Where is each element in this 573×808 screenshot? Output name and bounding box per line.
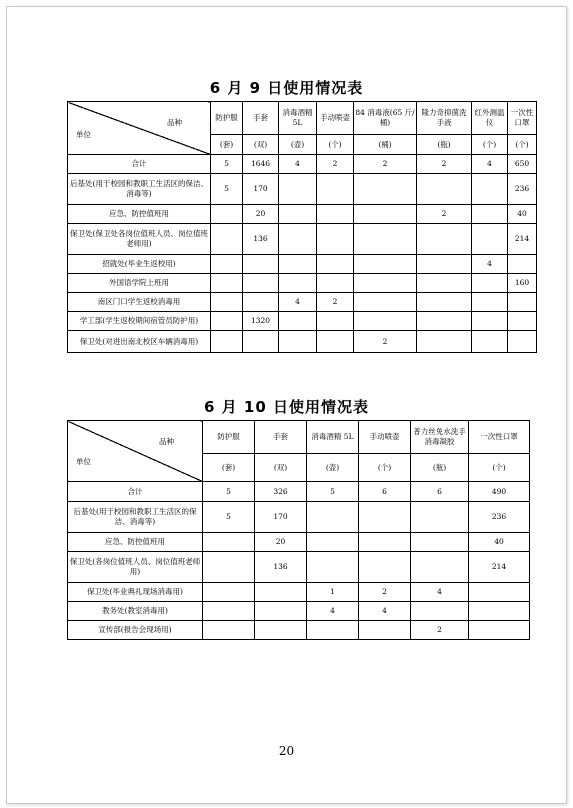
table-cell: [411, 552, 469, 583]
table-cell: [359, 552, 411, 583]
column-unit: (双): [243, 135, 279, 155]
column-name: 消毒酒精 5L: [279, 102, 317, 135]
column-name: 手动喷壶: [359, 421, 411, 454]
table-cell: 20: [243, 205, 279, 224]
row-label: 保卫处(对进出南北校区车辆消毒用): [68, 331, 211, 353]
row-label: 招就处(毕业生返校用): [68, 255, 211, 274]
table-cell: 326: [255, 482, 307, 502]
table-cell: [307, 533, 359, 552]
table-cell: [255, 602, 307, 621]
row-label: 学工部(学生返校期间宿管员防护用): [68, 312, 211, 331]
table-cell: [317, 174, 354, 205]
table-cell: [203, 583, 255, 602]
table-cell: 2: [359, 583, 411, 602]
usage-table-june-10: [67, 420, 530, 640]
table-row: [68, 583, 530, 602]
table-cell: [279, 205, 317, 224]
table-cell: [354, 174, 417, 205]
table-row: [68, 331, 537, 353]
column-unit: (个): [472, 135, 508, 155]
row-label: 应急、防控值班用: [68, 533, 203, 552]
table-cell: [317, 274, 354, 293]
table-2-title: 6 月 10 日使用情况表: [204, 398, 369, 416]
table-cell: [307, 621, 359, 640]
column-name: 手动喷壶: [317, 102, 354, 135]
table-cell: [359, 533, 411, 552]
table-cell: [472, 205, 508, 224]
column-unit: (双): [255, 454, 307, 482]
column-name: 消毒酒精 5L: [307, 421, 359, 454]
column-name: 普力丝免水洗手消毒凝胶: [411, 421, 469, 454]
usage-table-june-9: [67, 101, 537, 353]
table-cell: [417, 293, 472, 312]
column-name: 手套: [243, 102, 279, 135]
table-cell: 1320: [243, 312, 279, 331]
table-cell: [203, 602, 255, 621]
row-label: 保卫处(各岗位值班人员、岗位值班老师用): [68, 552, 203, 583]
table-cell: [203, 621, 255, 640]
table-cell: 6: [359, 482, 411, 502]
table-cell: 236: [508, 174, 537, 205]
table-cell: 20: [255, 533, 307, 552]
column-unit: (个): [317, 135, 354, 155]
table-cell: [279, 174, 317, 205]
table-cell: [211, 255, 243, 274]
table-cell: 40: [469, 533, 530, 552]
table-cell: 214: [508, 224, 537, 255]
table-row: [68, 502, 530, 533]
table-cell: 5: [203, 502, 255, 533]
table-cell: 4: [279, 155, 317, 174]
page-number: 20: [278, 744, 295, 758]
table-cell: [417, 274, 472, 293]
table-cell: [469, 621, 530, 640]
table-cell: [354, 293, 417, 312]
table-cell: [411, 602, 469, 621]
table-cell: [472, 312, 508, 331]
table-cell: [211, 331, 243, 353]
table-cell: [417, 331, 472, 353]
table-cell: [255, 621, 307, 640]
table-cell: [411, 502, 469, 533]
table-cell: [317, 312, 354, 331]
column-name: 84 消毒液(65 斤/桶): [354, 102, 417, 135]
table-cell: 136: [255, 552, 307, 583]
table-cell: [411, 533, 469, 552]
table-cell: [359, 502, 411, 533]
table-cell: 4: [411, 583, 469, 602]
column-unit: (套): [211, 135, 243, 155]
row-label: 合计: [68, 482, 203, 502]
table-row: [68, 293, 537, 312]
table-cell: 1646: [243, 155, 279, 174]
row-label: 保卫处(毕业典礼现场消毒用): [68, 583, 203, 602]
table-cell: 4: [279, 293, 317, 312]
table-cell: [243, 331, 279, 353]
table-cell: [508, 293, 537, 312]
table-cell: [211, 205, 243, 224]
table-cell: [255, 583, 307, 602]
table-cell: [317, 331, 354, 353]
table-row: [68, 205, 537, 224]
table-cell: [508, 312, 537, 331]
column-name: 手套: [255, 421, 307, 454]
row-label: 南区门口学生返校消毒用: [68, 293, 211, 312]
table-cell: [472, 224, 508, 255]
column-unit: (个): [469, 454, 530, 482]
table-cell: 2: [417, 205, 472, 224]
table-cell: [317, 224, 354, 255]
table-cell: 4: [472, 155, 508, 174]
row-label: 保卫处(保卫处各岗位值班人员、岗位值班老师用): [68, 224, 211, 255]
table-row: [68, 621, 530, 640]
table-cell: [211, 224, 243, 255]
table-cell: [417, 255, 472, 274]
table-cell: [243, 274, 279, 293]
table-cell: [469, 583, 530, 602]
col-header-label: 品种: [167, 118, 182, 127]
table-cell: [203, 552, 255, 583]
table-cell: [279, 224, 317, 255]
table-cell: [203, 533, 255, 552]
column-unit: (瓶): [411, 454, 469, 482]
table-row: [68, 312, 537, 331]
column-unit: (瓶): [417, 135, 472, 155]
table-cell: [317, 205, 354, 224]
table-cell: [307, 552, 359, 583]
header-corner: [68, 421, 203, 482]
table-cell: 136: [243, 224, 279, 255]
table-row: [68, 274, 537, 293]
table-cell: 170: [243, 174, 279, 205]
table-cell: [243, 293, 279, 312]
table-cell: [279, 255, 317, 274]
table-row: [68, 174, 537, 205]
table-cell: 2: [317, 155, 354, 174]
table-row: [68, 602, 530, 621]
table-cell: 170: [255, 502, 307, 533]
table-cell: [279, 331, 317, 353]
table-cell: 2: [417, 155, 472, 174]
row-label: 宣传部(报告会现场用): [68, 621, 203, 640]
table-cell: 2: [317, 293, 354, 312]
table-cell: [469, 602, 530, 621]
table-cell: [354, 255, 417, 274]
table-row: [68, 224, 537, 255]
table-cell: [243, 255, 279, 274]
column-unit: (壶): [307, 454, 359, 482]
row-header-label: 单位: [76, 130, 91, 139]
row-label: 应急、防控值班用: [68, 205, 211, 224]
column-name: 防护服: [203, 421, 255, 454]
table-row: [68, 255, 537, 274]
table-cell: [307, 502, 359, 533]
table-cell: 236: [469, 502, 530, 533]
table-cell: 2: [354, 155, 417, 174]
table-cell: 1: [307, 583, 359, 602]
column-name: 红外测温仪: [472, 102, 508, 135]
table-cell: [354, 312, 417, 331]
table-row: [68, 155, 537, 174]
table-cell: 4: [307, 602, 359, 621]
table-cell: [508, 255, 537, 274]
column-name: 一次性口罩: [469, 421, 530, 454]
column-name: 一次性口罩: [508, 102, 537, 135]
table-cell: [472, 293, 508, 312]
column-name: 防护服: [211, 102, 243, 135]
table-cell: [317, 255, 354, 274]
table-cell: [472, 174, 508, 205]
table-cell: [279, 274, 317, 293]
table-cell: 4: [472, 255, 508, 274]
row-label: 教务处(教室消毒用): [68, 602, 203, 621]
column-unit: (套): [203, 454, 255, 482]
table-cell: 160: [508, 274, 537, 293]
table-cell: [417, 174, 472, 205]
table-cell: [417, 312, 472, 331]
table-cell: 5: [211, 155, 243, 174]
table-row: [68, 552, 530, 583]
row-label: 外国语学院上班用: [68, 274, 211, 293]
column-unit: (个): [359, 454, 411, 482]
table-cell: [354, 274, 417, 293]
header-corner: [68, 102, 211, 155]
col-header-label: 品种: [159, 437, 174, 446]
table-cell: 5: [307, 482, 359, 502]
row-header-label: 单位: [76, 457, 91, 466]
table-cell: [279, 312, 317, 331]
table-cell: 650: [508, 155, 537, 174]
table-cell: 2: [411, 621, 469, 640]
table-cell: [472, 274, 508, 293]
row-label: 后基处(用于校园和教职工生活区的保洁、消毒等): [68, 502, 203, 533]
table-cell: [359, 621, 411, 640]
column-name: 隆力奇抑菌洗手液: [417, 102, 472, 135]
column-unit: (壶): [279, 135, 317, 155]
table-cell: [508, 331, 537, 353]
column-unit: (桶): [354, 135, 417, 155]
table-cell: 490: [469, 482, 530, 502]
table-1-title: 6 月 9 日使用情况表: [209, 79, 364, 97]
table-cell: 214: [469, 552, 530, 583]
row-label: 合计: [68, 155, 211, 174]
table-cell: 5: [211, 174, 243, 205]
table-cell: [211, 293, 243, 312]
table-cell: 5: [203, 482, 255, 502]
table-cell: [417, 224, 472, 255]
table-cell: 6: [411, 482, 469, 502]
table-cell: 4: [359, 602, 411, 621]
table-cell: [211, 312, 243, 331]
table-row: [68, 533, 530, 552]
table-cell: 40: [508, 205, 537, 224]
table-row: [68, 482, 530, 502]
table-cell: [354, 224, 417, 255]
table-cell: 2: [354, 331, 417, 353]
row-label: 后基处(用于校园和教职工生活区的保洁、消毒等): [68, 174, 211, 205]
column-unit: (个): [508, 135, 537, 155]
table-cell: [211, 274, 243, 293]
table-cell: [472, 331, 508, 353]
table-cell: [354, 205, 417, 224]
